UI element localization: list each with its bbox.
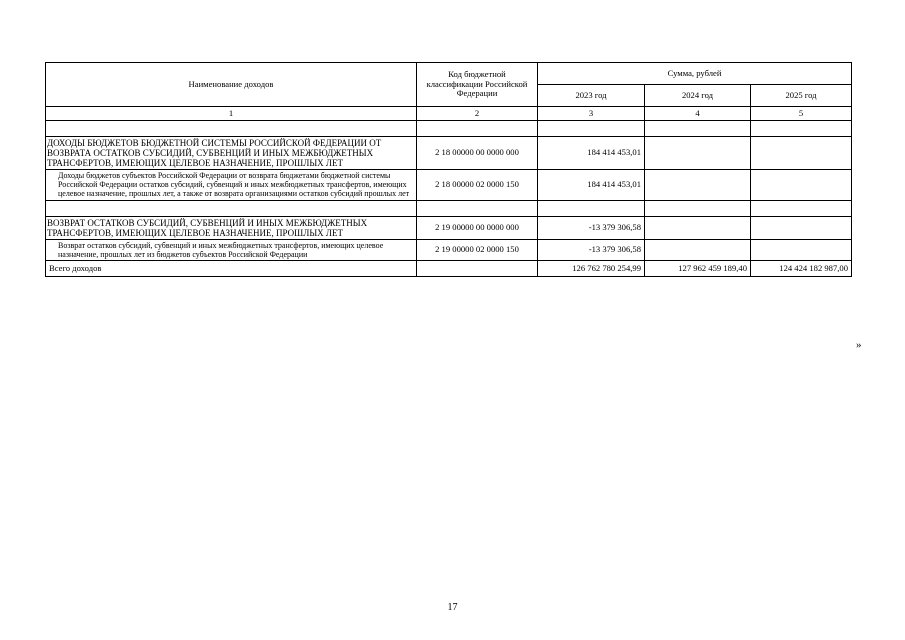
row-name: ВОЗВРАТ ОСТАТКОВ СУБСИДИЙ, СУБВЕНЦИЙ И ИНЫХ МЕЖБЮДЖЕТНЫХ ТРАНСФЕРТОВ, ИМЕЮЩИХ ЦЕЛЕВОЕ НАЗНАЧЕНИЕ, ПРОШЛЫХ ЛЕТ	[46, 216, 417, 239]
row-2025	[751, 170, 852, 200]
header-row	[46, 63, 852, 85]
header-year-2023: 2023 год	[538, 85, 645, 107]
header-code: Код бюджетной классификации Российской Федерации	[417, 63, 538, 107]
table-row	[46, 137, 852, 170]
col-number: 3	[538, 107, 645, 121]
header-name: Наименование доходов	[46, 63, 417, 107]
row-code: 2 19 00000 02 0000 150	[417, 239, 538, 260]
total-row	[46, 260, 852, 276]
row-2024	[645, 239, 751, 260]
row-2023: 184 414 453,01	[538, 170, 645, 200]
row-name: ДОХОДЫ БЮДЖЕТОВ БЮДЖЕТНОЙ СИСТЕМЫ РОССИЙСКОЙ ФЕДЕРАЦИИ ОТ ВОЗВРАТА ОСТАТКОВ СУБСИДИЙ, СУБВЕНЦИЙ И ИНЫХ МЕЖБЮДЖЕТНЫХ ТРАНСФЕРТОВ, ИМЕЮЩИХ ЦЕЛЕВОЕ НАЗНАЧЕНИЕ, ПРОШЛЫХ ЛЕТ	[46, 137, 417, 170]
page-number: 17	[447, 602, 458, 613]
spacer-row	[46, 200, 852, 216]
row-2025	[751, 239, 852, 260]
col-number: 2	[417, 107, 538, 121]
header-year-2025: 2025 год	[751, 85, 852, 107]
table-row	[46, 170, 852, 200]
total-2023: 126 762 780 254,99	[538, 260, 645, 276]
row-2024	[645, 216, 751, 239]
total-code	[417, 260, 538, 276]
revenue-table	[45, 62, 852, 277]
header-year-2024: 2024 год	[645, 85, 751, 107]
table-row	[46, 239, 852, 260]
row-code: 2 18 00000 00 0000 000	[417, 137, 538, 170]
row-code: 2 18 00000 02 0000 150	[417, 170, 538, 200]
row-2024	[645, 137, 751, 170]
row-2025	[751, 216, 852, 239]
row-name: Доходы бюджетов субъектов Российской Федерации от возврата бюджетами бюджетной системы Российской Федерации остатков субсидий, субвенций и иных межбюджетных трансфертов, имеющих целевое назначение, прошлых лет, а также от возврата организациями остатков субсидий прошлых лет	[46, 170, 417, 200]
row-code: 2 19 00000 00 0000 000	[417, 216, 538, 239]
row-2024	[645, 170, 751, 200]
spacer-row	[46, 121, 852, 137]
total-2024: 127 962 459 189,40	[645, 260, 751, 276]
col-number: 4	[645, 107, 751, 121]
column-numbers-row	[46, 107, 852, 121]
total-label: Всего доходов	[46, 260, 417, 276]
col-number: 1	[46, 107, 417, 121]
row-2023: -13 379 306,58	[538, 239, 645, 260]
col-number: 5	[751, 107, 852, 121]
row-2023: -13 379 306,58	[538, 216, 645, 239]
row-2025	[751, 137, 852, 170]
table-row	[46, 216, 852, 239]
row-name: Возврат остатков субсидий, субвенций и иных межбюджетных трансфертов, имеющих целевое назначение, прошлых лет из бюджетов субъектов Российской Федерации	[46, 239, 417, 260]
total-2025: 124 424 182 987,00	[751, 260, 852, 276]
header-sum: Сумма, рублей	[538, 63, 852, 85]
row-2023: 184 414 453,01	[538, 137, 645, 170]
closing-quote: »	[856, 339, 862, 351]
